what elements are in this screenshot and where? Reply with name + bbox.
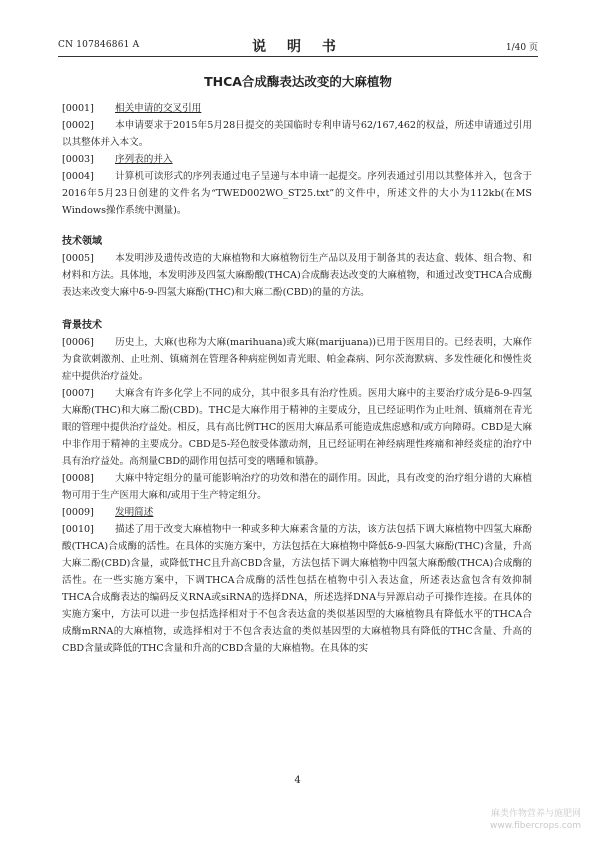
paragraph	[62, 100, 532, 117]
document-title: THCA合成酶表达改变的大麻植物	[204, 74, 392, 89]
paragraph	[62, 385, 532, 470]
paragraph-text: 大麻含有许多化学上不同的成分，其中很多具有治疗性质。医用大麻中的主要治疗成分是δ-9-四氢大麻酚(THC)和大麻二酚(CBD)。THC是大麻作用于精神的主要成分，且已经证明作为止吐剂、镇痛剂在青光眼的管理中提供治疗益处。相反，具有高比例THC的医用大麻品系可能造成焦虑感和/或方向障碍。CBD是大麻中非作用于精神的主要成分。CBD是5-羟色胺受体激动剂，且已经证明在神经病理性疼痛和神经炎症的治疗中具有治疗益处。高剂量CBD的副作用包括可变的嗜睡和镇静。	[62, 388, 532, 467]
paragraph	[62, 250, 532, 301]
paragraph-text: 本发明涉及遗传改造的大麻植物和大麻植物衍生产品以及用于制备其的表达盒、载体、组合物、和材料和方法。具体地，本发明涉及四氢大麻酚酸(THCA)合成酶表达改变的大麻植物，和通过改变THCA合成酶表达来改变大麻中δ-9-四氢大麻酚(THC)和大麻二酚(CBD)的量的方法。	[62, 253, 532, 298]
paragraph	[62, 470, 532, 504]
paragraph	[62, 521, 532, 657]
document-body	[62, 100, 532, 657]
paragraph-text: 大麻中特定组分的量可能影响治疗的功效和潜在的副作用。因此，具有改变的治疗组分谱的大麻植物可用于生产医用大麻和/或用于生产特定组分。	[62, 473, 532, 501]
paragraph-text: 历史上，大麻(也称为大麻(marihuana)或大麻(marijuana))已用于医用目的。已经表明，大麻作为食欲刺激剂、止吐剂、镇痛剂在管理各种病症例如青光眼、帕金森病、阿尔茨海默病、多发性硬化和慢性炎症中提供治疗益处。	[62, 337, 532, 382]
watermark-line-2: www.fibercrops.com	[490, 821, 581, 831]
paragraph-number: [0008]	[62, 473, 94, 484]
paragraph-number: [0003]	[62, 154, 94, 165]
page-header	[58, 36, 538, 54]
paragraph-number: [0001]	[62, 103, 94, 114]
document-type: 说 明 书	[252, 39, 344, 55]
page-indicator: 1/40 页	[505, 43, 538, 53]
paragraph-number: [0006]	[62, 337, 94, 348]
paragraph-text: 描述了用于改变大麻植物中一种或多种大麻素含量的方法，该方法包括下调大麻植物中四氢大麻酚酸(THCA)合成酶的活性。在具体的实施方案中，方法包括在大麻植物中降低δ-9-四氢大麻酚(THC)含量，升高大麻二酚(CBD)含量，或降低THC且升高CBD含量，方法包括下调大麻植物中四氢大麻酚酸(THCA)合成酶的活性。在一些实施方案中，下调THCA合成酶的活性包括在植物中引入表达盒，所述表达盒包含有效抑制THCA合成酶表达的编码反义RNA或siRNA的选择DNA，所述选择DNA与异源启动子可操作连接。在具体的实施方案中，方法可以进一步包括选择相对于不包含表达盒的类似基因型的大麻植物具有降低水平的THCA合成酶mRNA的大麻植物，或选择相对于不包含表达盒的类似基因型的大麻植物具有降低的THC含量、升高的CBD含量或降低的THC含量和升高的CBD含量的大麻植物。在具体的实	[62, 524, 532, 654]
header-rule	[58, 56, 538, 57]
section-heading-background: 背景技术	[62, 320, 102, 331]
watermark-line-1: 麻类作物营养与施肥网	[490, 809, 581, 819]
paragraph	[62, 504, 532, 521]
paragraph-heading: 序列表的并入	[115, 154, 173, 165]
section-heading-tech-field: 技术领域	[62, 236, 102, 247]
paragraph	[62, 334, 532, 385]
paragraph-number: [0007]	[62, 388, 94, 399]
paragraph	[62, 117, 532, 151]
paragraph-number: [0002]	[62, 120, 94, 131]
paragraph-number: [0005]	[62, 253, 94, 264]
paragraph-text: 本申请要求于2015年5月28日提交的美国临时专利申请号62/167,462的权益，所述申请通过引用以其整体并入本文。	[62, 120, 532, 148]
paragraph-heading: 发明简述	[115, 507, 154, 518]
paragraph	[62, 168, 532, 219]
publication-number: CN 107846861 A	[58, 40, 140, 50]
paragraph	[62, 151, 532, 168]
paragraph-number: [0010]	[62, 524, 94, 535]
paragraph-number: [0004]	[62, 171, 94, 182]
paragraph-heading: 相关申请的交叉引用	[115, 103, 202, 114]
paragraph-number: [0009]	[62, 507, 94, 518]
page-number: 4	[294, 775, 301, 786]
watermark	[490, 808, 581, 832]
paragraph-text: 计算机可读形式的序列表通过电子呈递与本申请一起提交。序列表通过引用以其整体并入，包含于2016年5月23日创建的文件名为“TWED002WO_ST25.txt”的文件中，所述文件的大小为112kb(在MS Windows操作系统中测量)。	[62, 171, 532, 216]
